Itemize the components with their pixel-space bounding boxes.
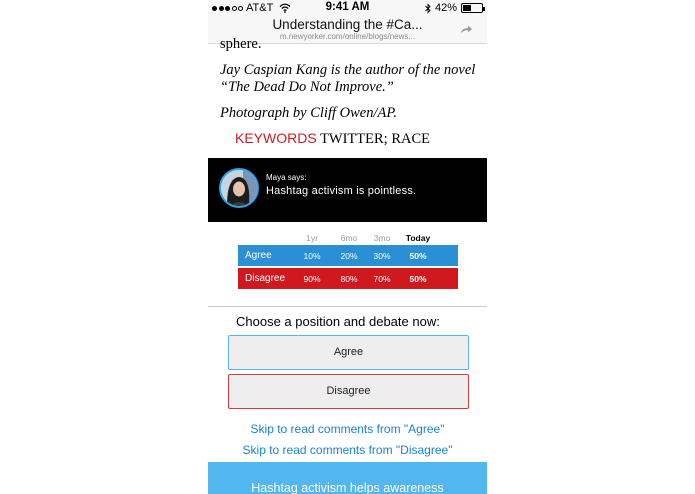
poll-row-disagree (238, 268, 458, 289)
page-url: m.newyorker.com/online/blogs/news... (279, 32, 416, 41)
battery-fill (463, 5, 471, 11)
status-right (425, 2, 483, 14)
skip-disagree-link[interactable]: Skip to read comments from "Disagree" (242, 443, 453, 457)
page-title: Understanding the #Ca... (272, 17, 423, 32)
period-6mo: 6mo (340, 233, 358, 243)
poll-row-label: Disagree (245, 273, 286, 284)
agree-button[interactable]: Agree (228, 335, 469, 370)
battery-percent: 42% (434, 2, 457, 14)
keywords (235, 130, 482, 148)
debate-prompt: Choose a position and debate now: (236, 314, 440, 329)
author-bio-line-1: Jay Caspian Kang is the author of the novel (220, 62, 476, 78)
article-fragment: sphere. (220, 36, 262, 52)
poll-value: 50% (409, 274, 427, 284)
section-divider (208, 306, 487, 307)
avatar-portrait (221, 170, 257, 206)
photo-credit: Photograph by Cliff Owen/AP. (220, 105, 397, 121)
poll-row-agree (238, 245, 458, 266)
author-bio-line-2: “The Dead Do Not Improve.” (220, 79, 394, 95)
period-3mo: 3mo (373, 233, 391, 243)
mobile-page (208, 0, 487, 494)
poll-row-label: Agree (245, 250, 272, 261)
period-today: Today (405, 233, 431, 243)
poll-value: 90% (303, 274, 321, 284)
battery-icon (461, 3, 483, 13)
share-icon[interactable] (460, 24, 473, 34)
author-bio (220, 62, 482, 96)
clock: 9:41 AM (325, 1, 370, 13)
debate-quote (208, 158, 487, 222)
disagree-button[interactable]: Disagree (228, 374, 469, 409)
avatar (219, 168, 259, 208)
poll-value: 30% (373, 251, 391, 261)
bluetooth-icon (425, 3, 431, 14)
skip-agree-link[interactable]: Skip to read comments from "Agree" (250, 422, 445, 436)
keywords-label: KEYWORDS (235, 130, 317, 146)
poll-value: 20% (340, 251, 358, 261)
quote-author: Maya says: (266, 173, 307, 182)
quote-text: Hashtag activism is pointless. (266, 185, 417, 197)
bottom-position-banner[interactable]: Hashtag activism helps awareness (208, 462, 487, 494)
poll-value: 70% (373, 274, 391, 284)
carrier-name: AT&T (246, 2, 274, 14)
poll-value: 10% (303, 251, 321, 261)
article-body (220, 36, 482, 148)
period-1yr: 1yr (306, 233, 318, 243)
poll-value: 80% (340, 274, 358, 284)
poll-table (238, 232, 458, 289)
keywords-value[interactable]: TWITTER; RACE (320, 131, 431, 147)
poll-header (238, 232, 458, 244)
status-bar (208, 0, 487, 15)
poll-value: 50% (409, 251, 427, 261)
